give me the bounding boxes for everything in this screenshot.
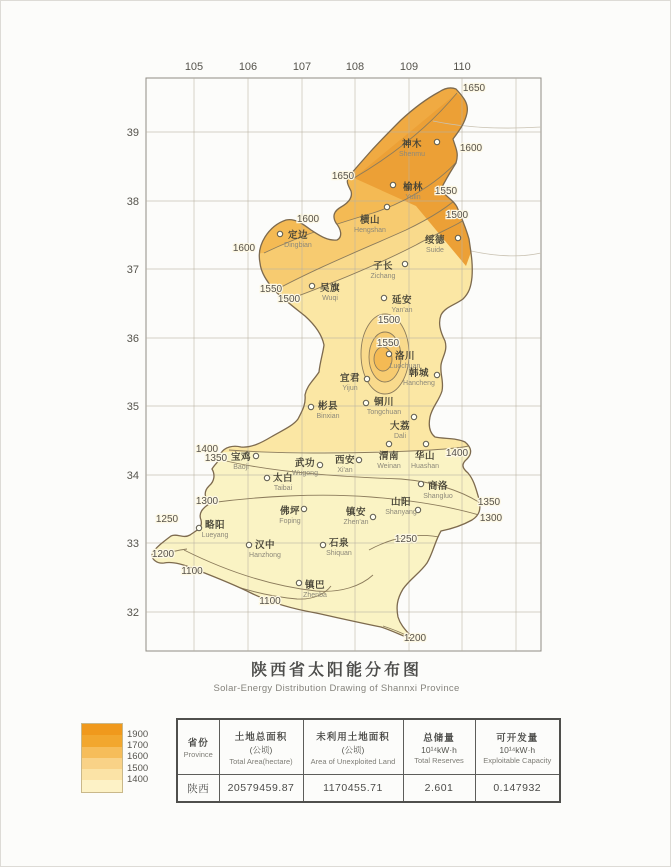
city-name-en: Shenmu <box>398 151 426 158</box>
city-marker <box>356 457 361 462</box>
province-data-table <box>176 718 561 803</box>
contour-label: 1550 <box>376 338 400 349</box>
lat-tick-label: 35 <box>126 401 139 413</box>
contour-label: 1600 <box>459 143 483 154</box>
city-name-en: Yijun <box>342 385 358 392</box>
city-name-en: Tongchuan <box>366 409 402 416</box>
contour-label: 1350 <box>204 453 228 464</box>
contour-label: 1600 <box>232 243 256 254</box>
legend-tick: 1900 <box>127 728 149 740</box>
city-name-en: Baoji <box>233 464 249 471</box>
city-name-zh: 汉中 <box>254 540 276 551</box>
city-name-en: Suide <box>426 247 444 254</box>
lat-tick-label: 32 <box>126 607 139 619</box>
table-col-header: 可开发量 10¹⁴kW·h Exploitable Capacity <box>475 719 560 775</box>
city-marker <box>386 351 391 356</box>
city-name-zh: 宜君 <box>339 373 361 384</box>
city-marker <box>434 372 439 377</box>
city-marker <box>411 414 416 419</box>
city-name-zh: 商洛 <box>427 481 449 492</box>
city-name-en: Lueyang <box>201 532 229 539</box>
contour-label: 1400 <box>195 444 219 455</box>
lon-tick-label: 107 <box>292 61 312 73</box>
contour-label: 1550 <box>259 284 283 295</box>
city-marker <box>253 453 258 458</box>
lon-tick-label: 106 <box>238 61 258 73</box>
legend-band <box>82 747 122 758</box>
contour-label: 1500 <box>445 210 469 221</box>
contour-label: 1200 <box>403 633 427 644</box>
city-name-zh: 武功 <box>294 458 316 469</box>
contour-label: 1650 <box>331 171 355 182</box>
city-name-zh: 大荔 <box>389 421 411 432</box>
city-marker <box>370 514 375 519</box>
city-name-en: Hengshan <box>354 227 386 234</box>
city-name-zh: 神木 <box>401 139 423 150</box>
lat-tick-label: 34 <box>126 470 139 482</box>
city-name-zh: 略阳 <box>204 520 226 531</box>
table-data-row <box>177 775 560 803</box>
contour-label: 1600 <box>296 214 320 225</box>
table-col-header: 省份 Province <box>177 719 219 775</box>
city-name-en: Hancheng <box>403 380 435 387</box>
lat-tick-label: 33 <box>126 538 139 550</box>
city-name-zh: 彬县 <box>317 401 339 412</box>
city-name-en: Taibai <box>273 485 293 492</box>
map-canvas <box>1 1 671 656</box>
city-marker <box>381 295 386 300</box>
contour-label: 1500 <box>377 315 401 326</box>
city-name-en: Wuqi <box>322 295 338 302</box>
city-marker <box>364 376 369 381</box>
city-name-en: Zhenba <box>303 592 327 599</box>
table-data-cell: 陕西 <box>177 775 219 803</box>
city-name-en: Huashan <box>410 463 440 470</box>
city-name-zh: 宝鸡 <box>230 452 252 463</box>
table-data-cell: 20579459.87 <box>219 775 303 803</box>
city-marker <box>434 139 439 144</box>
city-name-zh: 渭南 <box>378 451 400 462</box>
contour-label: 1400 <box>445 448 469 459</box>
city-name-zh: 韩城 <box>408 368 430 379</box>
city-name-zh: 西安 <box>334 455 356 466</box>
city-name-en: Zichang <box>370 273 396 280</box>
city-name-zh: 镇安 <box>345 507 367 518</box>
city-name-en: Weinan <box>377 463 401 470</box>
city-name-en: Shangluo <box>423 493 453 500</box>
city-name-en: Yan'an <box>391 307 413 314</box>
lat-tick-label: 36 <box>126 333 139 345</box>
contour-band-fills <box>131 51 561 651</box>
legend-band <box>82 769 122 780</box>
city-marker <box>317 462 322 467</box>
city-marker <box>423 441 428 446</box>
contour-label: 1300 <box>479 513 503 524</box>
title-block <box>1 657 671 694</box>
lat-tick-label: 37 <box>126 264 139 276</box>
city-name-en: Foping <box>279 518 301 525</box>
city-name-zh: 山阳 <box>390 497 412 508</box>
city-marker <box>308 404 313 409</box>
lon-tick-label: 108 <box>345 61 365 73</box>
map-title-zh: 陕西省太阳能分布图 <box>250 662 422 679</box>
city-marker <box>320 542 325 547</box>
city-name-zh: 华山 <box>414 451 436 462</box>
city-name-zh: 横山 <box>359 215 381 226</box>
table-col-header: 总储量 10¹⁴kW·h Total Reserves <box>403 719 475 775</box>
city-marker <box>363 400 368 405</box>
lat-tick-label: 38 <box>126 196 139 208</box>
city-marker <box>309 283 314 288</box>
city-name-zh: 吴旗 <box>319 283 341 294</box>
city-name-en: Shanyang <box>385 509 417 516</box>
city-name-en: Hanzhong <box>249 552 281 559</box>
city-name-zh: 绥德 <box>424 235 446 246</box>
table-data-cell: 1170455.71 <box>303 775 403 803</box>
lat-tick-label: 39 <box>126 127 139 139</box>
lon-tick-label: 109 <box>399 61 419 73</box>
city-marker <box>296 580 301 585</box>
city-marker <box>386 441 391 446</box>
contour-label: 1250 <box>394 534 418 545</box>
contour-label: 1550 <box>434 186 458 197</box>
legend-band <box>82 735 122 746</box>
contour-label: 1100 <box>259 596 281 607</box>
lon-tick-label: 110 <box>453 61 471 73</box>
map-title-en: Solar-Energy Distribution Drawing of Shannxi Province <box>213 683 460 694</box>
contour-label: 1300 <box>195 496 219 507</box>
city-marker <box>301 506 306 511</box>
contour-label: 1200 <box>151 549 175 560</box>
city-name-en: Binxian <box>316 413 340 420</box>
city-name-en: Wugong <box>292 470 318 477</box>
city-name-en: Yulin <box>405 194 421 201</box>
city-marker <box>246 542 251 547</box>
table-col-header: 土地总面积 (公顷) Total Area(hectare) <box>219 719 303 775</box>
city-name-en: Dingbian <box>284 242 312 249</box>
city-marker <box>196 525 201 530</box>
legend-tick: 1500 <box>127 762 149 774</box>
city-name-zh: 石泉 <box>328 538 350 549</box>
city-marker <box>418 481 423 486</box>
legend-tick: 1600 <box>127 751 149 763</box>
city-name-zh: 铜川 <box>373 397 395 408</box>
city-name-en: Zhen'an <box>343 519 369 526</box>
city-name-en: Shiquan <box>326 550 352 557</box>
city-name-zh: 太白 <box>272 473 294 484</box>
city-marker <box>402 261 407 266</box>
legend-color-scale <box>81 723 123 793</box>
city-name-en: Xi'an <box>337 467 353 474</box>
contour-label: 1650 <box>462 83 486 94</box>
legend-band <box>82 780 122 791</box>
contour-label: 1500 <box>277 294 301 305</box>
city-name-zh: 定边 <box>287 230 309 241</box>
legend-tick: 1700 <box>127 740 149 752</box>
city-name-zh: 延安 <box>391 295 413 306</box>
table-data-cell: 0.147932 <box>475 775 560 803</box>
city-name-zh: 榆林 <box>402 182 424 193</box>
lon-tick-label: 105 <box>184 61 204 73</box>
contour-label: 1250 <box>155 514 179 525</box>
table-data-cell: 2.601 <box>403 775 475 803</box>
city-name-zh: 镇巴 <box>304 580 326 591</box>
city-marker <box>390 182 395 187</box>
city-name-zh: 洛川 <box>394 351 416 362</box>
city-marker <box>264 475 269 480</box>
city-name-zh: 子长 <box>372 261 394 272</box>
solar-map <box>1 1 671 656</box>
legend-band <box>82 724 122 735</box>
table-header-row <box>177 719 560 775</box>
table-col-header: 未利用土地面积 (公顷) Area of Unexploited Land <box>303 719 403 775</box>
city-marker <box>277 231 282 236</box>
legend-tick: 1400 <box>127 774 149 785</box>
city-name-en: Luochuan <box>389 363 421 370</box>
contour-label: 1350 <box>477 497 501 508</box>
city-marker <box>384 204 389 209</box>
legend <box>81 723 171 803</box>
city-name-en: Dali <box>393 433 407 440</box>
city-marker <box>455 235 460 240</box>
contour-label: 1100 <box>181 566 203 577</box>
legend-band <box>82 758 122 769</box>
city-name-zh: 佛坪 <box>279 506 301 517</box>
